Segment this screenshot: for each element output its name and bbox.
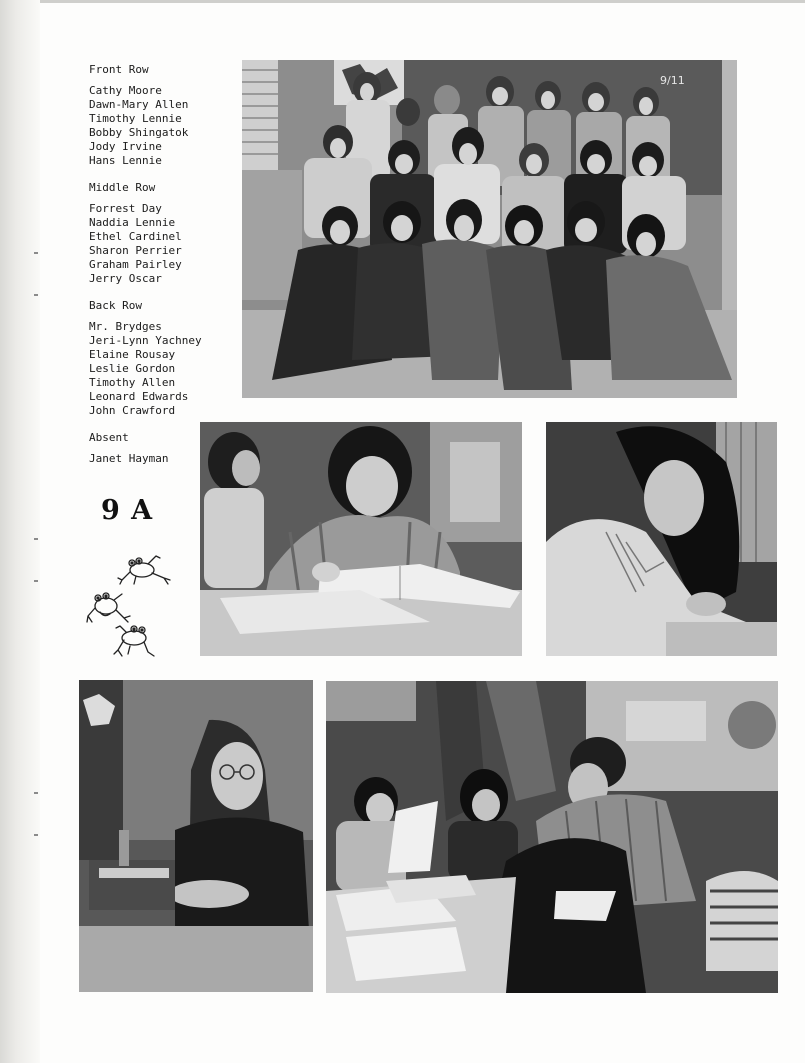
frog-icon bbox=[118, 556, 170, 584]
back-row-heading: Back Row bbox=[89, 299, 142, 312]
middle-row-heading: Middle Row bbox=[89, 181, 156, 194]
roster-name: Graham Pairley bbox=[89, 258, 182, 271]
roster-name: Leslie Gordon bbox=[89, 362, 176, 375]
roster-name: Mr. Brydges bbox=[89, 320, 162, 333]
roster-name: Hans Lennie bbox=[89, 154, 162, 167]
roster-name: Timothy Allen bbox=[89, 376, 176, 389]
roster-name: Cathy Moore bbox=[89, 84, 162, 97]
roster-name: Jeri-Lynn Yachney bbox=[89, 334, 202, 347]
binding-hole-mark bbox=[34, 834, 38, 836]
girl-reading-photo bbox=[200, 422, 522, 656]
frog-icon bbox=[87, 593, 130, 622]
absent-group bbox=[89, 431, 202, 466]
binding-shadow bbox=[0, 0, 40, 1063]
class-group-photo bbox=[242, 60, 737, 398]
roster-name: Naddia Lennie bbox=[89, 216, 176, 229]
binding-hole-mark bbox=[34, 580, 38, 582]
roster-name: Ethel Cardinel bbox=[89, 230, 182, 243]
roster-name: Janet Hayman bbox=[89, 452, 169, 465]
class-roster bbox=[89, 63, 202, 479]
class-label: 9 A bbox=[101, 495, 154, 526]
binding-hole-mark bbox=[34, 538, 38, 540]
roster-name: Bobby Shingatok bbox=[89, 126, 189, 139]
roster-name: Timothy Lennie bbox=[89, 112, 182, 125]
roster-name: Elaine Rousay bbox=[89, 348, 176, 361]
binding-hole-mark bbox=[34, 792, 38, 794]
frog-doodle-icon bbox=[86, 550, 178, 665]
roster-name: Sharon Perrier bbox=[89, 244, 182, 257]
girl-with-glasses-photo bbox=[79, 680, 313, 992]
girl-writing-photo bbox=[546, 422, 777, 656]
roster-name: Dawn-Mary Allen bbox=[89, 98, 189, 111]
absent-heading: Absent bbox=[89, 431, 129, 444]
roster-name: Forrest Day bbox=[89, 202, 162, 215]
roster-name: Jody Irvine bbox=[89, 140, 162, 153]
chalkboard-text: 9/11 bbox=[660, 74, 685, 87]
roster-name: Leonard Edwards bbox=[89, 390, 189, 403]
scan-top-edge bbox=[0, 0, 805, 3]
frog-icon bbox=[114, 626, 154, 656]
roster-name: John Crawford bbox=[89, 404, 176, 417]
binding-hole-mark bbox=[34, 294, 38, 296]
middle-row-group bbox=[89, 181, 202, 286]
roster-name: Jerry Oscar bbox=[89, 272, 162, 285]
front-row-heading: Front Row bbox=[89, 63, 149, 76]
binding-hole-mark bbox=[34, 252, 38, 254]
back-row-group bbox=[89, 299, 202, 418]
group-study-photo bbox=[326, 681, 778, 993]
front-row-group bbox=[89, 63, 202, 168]
